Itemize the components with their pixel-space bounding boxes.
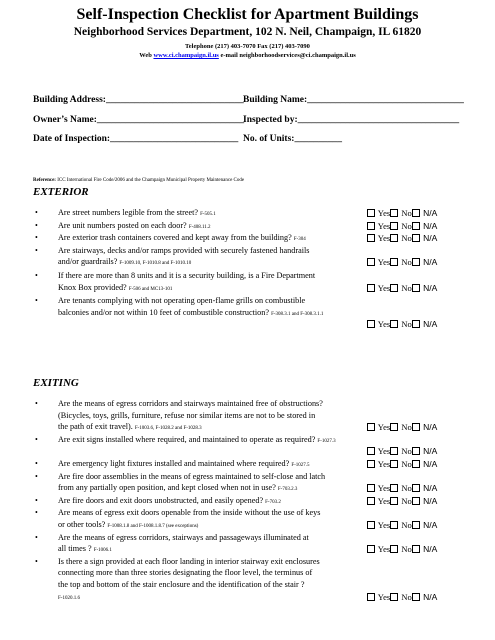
bullet-icon: •	[35, 220, 38, 230]
yes-checkbox[interactable]	[367, 320, 375, 328]
reference-text: ICC International Fire Code/2006 and the Champaign Municipal Property Maintenance Code	[55, 178, 245, 183]
yes-label: Yes	[376, 459, 391, 469]
code-reference: F-703.2.3	[277, 487, 298, 493]
department-address: Neighborhood Services Department, 102 N. Neil, Champaign, IL 61820	[73, 26, 422, 38]
question-line: Are the means of egress corridors, stairways and passageways illuminated at	[58, 532, 309, 542]
yes-checkbox[interactable]	[367, 447, 375, 455]
question-text	[58, 557, 320, 566]
yes-label: Yes	[376, 282, 391, 293]
question-line: the path of exit travel).	[58, 422, 135, 432]
question-line: or other tools?	[58, 519, 108, 529]
na-checkbox[interactable]	[412, 521, 420, 529]
no-label: No	[399, 483, 412, 494]
question-text	[58, 435, 336, 444]
na-checkbox[interactable]	[412, 484, 420, 492]
yes-checkbox[interactable]	[367, 234, 375, 242]
na-checkbox[interactable]	[412, 258, 420, 266]
bullet-icon: •	[35, 495, 38, 505]
no-label: No	[399, 495, 412, 506]
question-line: and/or guardrails?	[58, 257, 120, 267]
question-line: Knox Box provided?	[58, 282, 129, 292]
no-label: No	[399, 591, 412, 602]
answer-options	[367, 422, 437, 432]
code-reference: F-703.2	[265, 499, 281, 505]
no-checkbox[interactable]	[390, 234, 398, 242]
yes-checkbox[interactable]	[367, 521, 375, 529]
question-text	[58, 592, 80, 601]
yes-checkbox[interactable]	[367, 222, 375, 230]
question-text	[58, 208, 216, 217]
no-checkbox[interactable]	[390, 320, 398, 328]
yes-checkbox[interactable]	[367, 258, 375, 266]
building-name-field[interactable]: Building Name:_________________________________	[243, 95, 464, 105]
na-label: N/A	[420, 422, 438, 433]
question-line: Are emergency light fixtures installed and maintained where required?	[58, 459, 292, 468]
question-line: Are exterior trash containers covered and kept away from the building?	[58, 233, 294, 243]
na-checkbox[interactable]	[412, 320, 420, 328]
bullet-icon: •	[35, 245, 38, 255]
question-text	[58, 411, 315, 420]
date-of-inspection-field[interactable]: Date of Inspection:___________________________	[33, 134, 239, 144]
na-checkbox[interactable]	[412, 447, 420, 455]
reference-label: Reference:	[33, 178, 56, 183]
yes-label: Yes	[376, 257, 391, 268]
question-text	[58, 422, 202, 431]
na-label: N/A	[420, 483, 438, 494]
na-checkbox[interactable]	[412, 497, 420, 505]
answer-options	[367, 257, 437, 267]
question-text	[58, 308, 323, 317]
na-label: N/A	[420, 459, 438, 469]
question-line: Are means of egress exit doors openable from the inside without the use of keys	[58, 508, 321, 518]
no-checkbox[interactable]	[390, 209, 398, 217]
reference-note	[33, 178, 244, 183]
question-line: balconies and/or not within 10 feet of combustible construction?	[58, 307, 272, 317]
code-reference: F-1003.6, F-1028.2 and F-1028.3	[134, 426, 202, 432]
code-reference: F-1027.5	[291, 463, 310, 468]
number-of-units-field[interactable]: No. of Units:__________	[243, 134, 342, 144]
answer-options	[367, 208, 437, 218]
bullet-icon: •	[35, 271, 38, 280]
na-label: N/A	[420, 257, 438, 268]
question-text	[58, 483, 297, 492]
na-label: N/A	[420, 233, 438, 244]
yes-label: Yes	[376, 233, 391, 244]
no-label: No	[399, 257, 412, 268]
email-text: e-mail neighborhoodservices@ci.champaign.il.us	[218, 52, 356, 59]
na-checkbox[interactable]	[412, 284, 420, 292]
na-label: N/A	[420, 519, 438, 530]
page-title: Self-Inspection Checklist for Apartment Buildings	[76, 6, 419, 23]
yes-checkbox[interactable]	[367, 423, 375, 431]
code-reference: F-1009.10, F-1010.8 and F-1010.10	[119, 261, 192, 267]
owner-name-field[interactable]: Owner’s Name:_______________________________	[33, 115, 245, 125]
yes-label: Yes	[376, 591, 391, 602]
question-text	[58, 399, 323, 408]
bullet-icon: •	[35, 296, 38, 306]
question-line: Are stairways, decks and/or ramps provided with securely fastened handrails	[58, 245, 310, 255]
no-label: No	[399, 233, 412, 244]
yes-checkbox[interactable]	[367, 484, 375, 492]
no-label: No	[399, 422, 412, 433]
no-checkbox[interactable]	[390, 460, 398, 468]
question-text	[58, 233, 306, 242]
no-label: No	[399, 544, 412, 555]
question-text	[58, 496, 281, 505]
question-text	[58, 459, 310, 468]
question-text	[58, 271, 315, 280]
code-reference: F-1008.1.8 and F-1008.1.8.7 (see exceptions)	[107, 523, 199, 529]
answer-options	[367, 283, 437, 293]
answer-options	[367, 221, 437, 231]
yes-label: Yes	[376, 208, 391, 218]
section-heading-exiting: EXITING	[33, 377, 79, 389]
question-line: connecting more than three stories designating the floor level, the terminus of	[58, 568, 313, 578]
answer-options	[367, 592, 437, 602]
question-text	[58, 568, 312, 577]
question-line: Is there a sign provided at each floor landing in interior stairway exit enclosures	[58, 556, 320, 566]
question-line: Are exit signs installed where required, and maintained to operate as required?	[58, 434, 318, 444]
question-text	[58, 257, 191, 266]
no-checkbox[interactable]	[390, 284, 398, 292]
question-text	[58, 221, 211, 230]
bullet-icon: •	[35, 233, 38, 243]
no-checkbox[interactable]	[390, 484, 398, 492]
na-checkbox[interactable]	[412, 234, 420, 242]
no-label: No	[399, 459, 412, 469]
question-line: Are fire doors and exit doors unobstructed, and easily opened?	[58, 495, 266, 505]
yes-label: Yes	[376, 495, 391, 506]
bullet-icon: •	[35, 508, 38, 518]
no-checkbox[interactable]	[390, 545, 398, 553]
question-text	[58, 508, 320, 517]
question-line: (Bicycles, toys, grills, furniture, refuse nor similar items are not to be stored in	[58, 410, 316, 420]
yes-label: Yes	[376, 483, 391, 494]
question-line: Are tenants complying with not operating open-flame grills on combustible	[58, 296, 306, 306]
inspected-by-field[interactable]: Inspected by:__________________________________	[243, 115, 460, 125]
web-prefix: Web	[139, 52, 154, 59]
yes-label: Yes	[376, 544, 391, 555]
code-reference: F-408.11.2	[188, 224, 211, 230]
code-reference: F-1020.1.6	[58, 595, 80, 601]
answer-options	[367, 483, 437, 493]
no-label: No	[399, 220, 412, 231]
bullet-icon: •	[35, 556, 38, 566]
na-label: N/A	[420, 282, 438, 293]
bullet-icon: •	[35, 208, 38, 217]
question-line: all times ?	[58, 544, 94, 554]
question-line: Are fire door assemblies in the means of egress maintained to self-close and latch	[58, 471, 326, 481]
question-text	[58, 472, 325, 481]
bullet-icon: •	[35, 434, 38, 444]
na-label: N/A	[420, 591, 438, 602]
na-label: N/A	[420, 208, 438, 218]
question-text	[58, 246, 309, 255]
question-line: from any partially open position, and kept closed when not in use?	[58, 483, 278, 493]
yes-checkbox[interactable]	[367, 497, 375, 505]
bullet-icon: •	[35, 399, 38, 408]
section-heading-exterior: EXTERIOR	[33, 186, 89, 198]
answer-options	[367, 544, 437, 554]
bullet-icon: •	[35, 471, 38, 481]
question-line: Are the means of egress corridors and stairways maintained free of obstructions?	[58, 399, 323, 408]
no-label: No	[399, 282, 412, 293]
answer-options	[367, 319, 437, 329]
question-text	[58, 580, 304, 589]
code-reference: F-506 and MC13-101	[128, 286, 173, 292]
question-line: Are street numbers legible from the street?	[58, 208, 201, 217]
yes-checkbox[interactable]	[367, 545, 375, 553]
yes-label: Yes	[376, 422, 391, 433]
question-line: Are unit numbers posted on each door?	[58, 220, 189, 230]
no-checkbox[interactable]	[390, 423, 398, 431]
yes-label: Yes	[376, 220, 391, 231]
na-checkbox[interactable]	[412, 460, 420, 468]
website-link[interactable]: www.ci.champaign.il.us	[153, 52, 219, 59]
na-label: N/A	[420, 220, 438, 231]
na-checkbox[interactable]	[412, 423, 420, 431]
no-checkbox[interactable]	[390, 521, 398, 529]
code-reference: F-1027.3	[317, 438, 336, 444]
code-reference: F-1006.1	[93, 548, 112, 554]
no-checkbox[interactable]	[390, 447, 398, 455]
no-label: No	[399, 319, 412, 330]
code-reference: F-308.3.1 and F-308.3.1.1	[271, 311, 324, 317]
na-checkbox[interactable]	[412, 545, 420, 553]
yes-label: Yes	[376, 519, 391, 530]
no-checkbox[interactable]	[390, 222, 398, 230]
na-checkbox[interactable]	[412, 593, 420, 601]
no-checkbox[interactable]	[390, 593, 398, 601]
phone-fax: Telephone (217) 403-7070 Fax (217) 403-7090	[185, 43, 310, 50]
no-label: No	[399, 519, 412, 530]
answer-options	[367, 459, 437, 469]
no-label: No	[399, 208, 412, 218]
na-label: N/A	[420, 446, 438, 457]
bullet-icon: •	[35, 532, 38, 542]
no-label: No	[399, 446, 412, 457]
question-text	[58, 296, 305, 305]
yes-checkbox[interactable]	[367, 284, 375, 292]
yes-checkbox[interactable]	[367, 460, 375, 468]
code-reference: F-304	[293, 237, 306, 243]
code-reference: F-505.1	[200, 212, 216, 217]
no-checkbox[interactable]	[390, 497, 398, 505]
answer-options	[367, 446, 437, 456]
na-label: N/A	[420, 544, 438, 555]
yes-label: Yes	[376, 319, 391, 330]
na-checkbox[interactable]	[412, 222, 420, 230]
question-line: the top and bottom of the stair enclosure and the identification of the stair ?	[58, 579, 305, 589]
no-checkbox[interactable]	[390, 258, 398, 266]
question-text	[58, 283, 172, 292]
question-text	[58, 520, 198, 529]
na-label: N/A	[420, 319, 438, 330]
na-label: N/A	[420, 495, 438, 506]
question-text	[58, 533, 309, 542]
bullet-icon: •	[35, 459, 38, 468]
answer-options	[367, 233, 437, 243]
yes-checkbox[interactable]	[367, 593, 375, 601]
yes-label: Yes	[376, 446, 391, 457]
na-checkbox[interactable]	[412, 209, 420, 217]
yes-checkbox[interactable]	[367, 209, 375, 217]
question-line: If there are more than 8 units and it is a security building, is a Fire Department	[58, 271, 316, 280]
answer-options	[367, 496, 437, 506]
web-email-line	[0, 52, 495, 59]
building-address-field[interactable]: Building Address:_____________________________	[33, 95, 244, 105]
question-text	[58, 544, 112, 553]
answer-options	[367, 520, 437, 530]
